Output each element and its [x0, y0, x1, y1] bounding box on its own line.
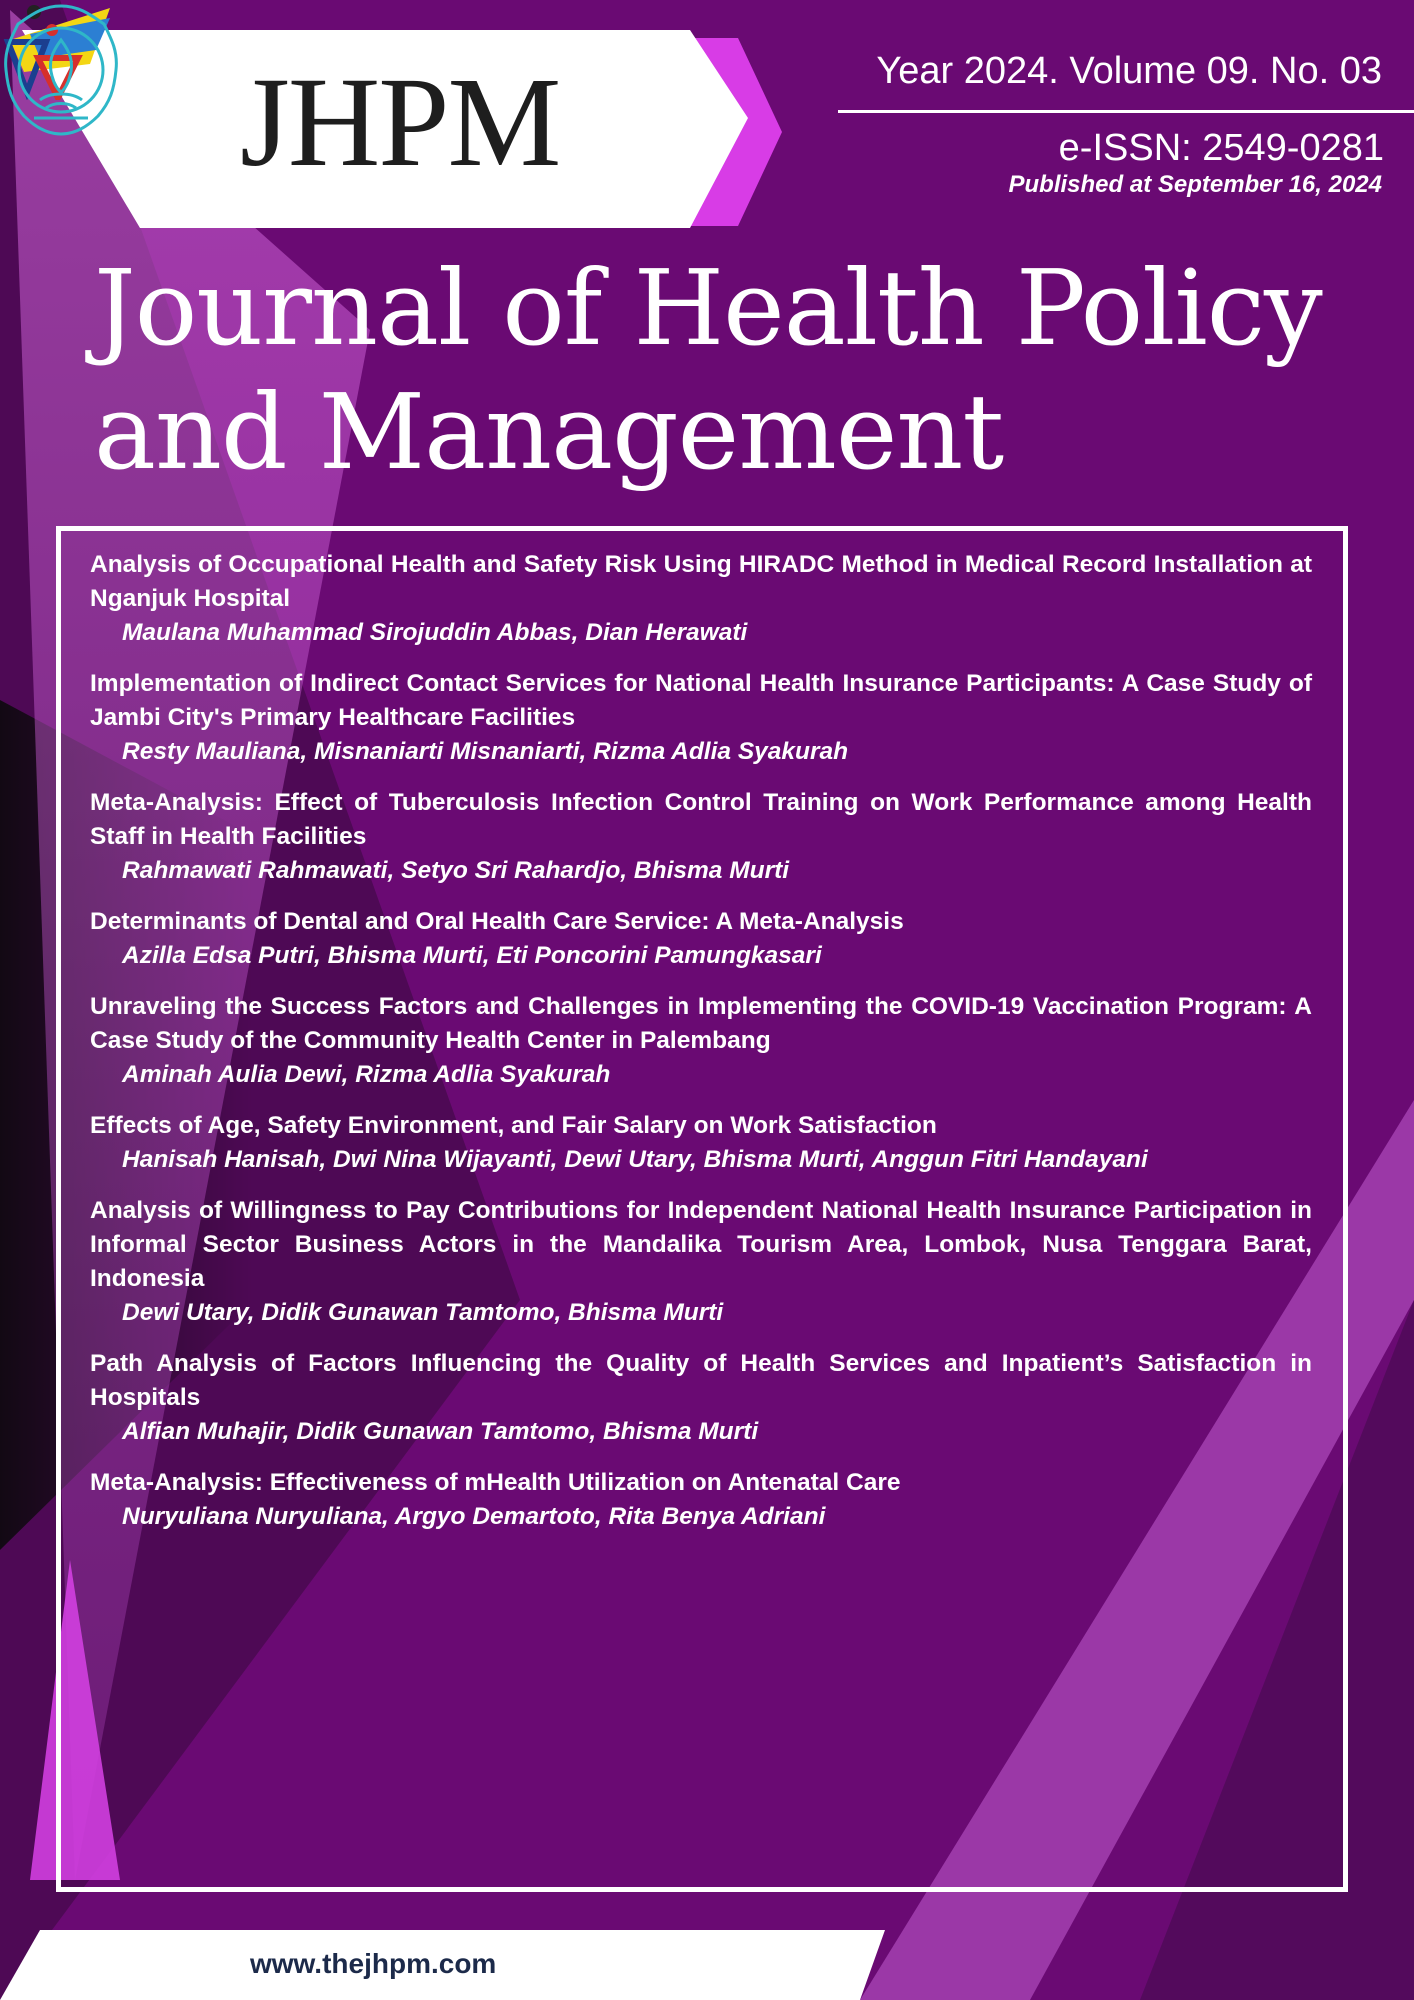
- article-authors: Maulana Muhammad Sirojuddin Abbas, Dian Herawati: [122, 619, 748, 646]
- article-item: [90, 667, 1312, 769]
- article-item: [90, 1109, 1312, 1177]
- article-item: [90, 1194, 1312, 1330]
- article-title: Path Analysis of Factors Influencing the Quality of Health Services and Inpatient’s Satisfaction in Hospitals: [90, 1350, 1312, 1411]
- article-authors: Resty Mauliana, Misnaniarti Misnaniarti, Rizma Adlia Syakurah: [122, 738, 849, 765]
- issn-info: e-ISSN: 2549-0281: [1058, 127, 1384, 169]
- header-divider: [838, 110, 1414, 113]
- university-seal-icon: [0, 0, 122, 140]
- article-authors: Nuryuliana Nuryuliana, Argyo Demartoto, Rita Benya Adriani: [122, 1503, 826, 1530]
- journal-logo-text: JHPM: [240, 51, 560, 193]
- article-authors: Rahmawati Rahmawati, Setyo Sri Rahardjo, Bhisma Murti: [122, 857, 790, 884]
- article-item: [90, 1347, 1312, 1449]
- article-authors: Hanisah Hanisah, Dwi Nina Wijayanti, Dewi Utary, Bhisma Murti, Anggun Fitri Handayani: [122, 1146, 1148, 1173]
- article-title: Implementation of Indirect Contact Services for National Health Insurance Participants: A Case Study of Jambi City's Primary Healthcare Facilities: [90, 670, 1312, 731]
- header-banner: [0, 0, 800, 240]
- article-list: [90, 548, 1312, 1551]
- article-item: [90, 786, 1312, 888]
- article-authors: Azilla Edsa Putri, Bhisma Murti, Eti Poncorini Pamungkasari: [122, 942, 822, 969]
- article-title: Determinants of Dental and Oral Health Care Service: A Meta-Analysis: [90, 908, 904, 935]
- article-title: Analysis of Occupational Health and Safety Risk Using HIRADC Method in Medical Record Installation at Nganjuk Hospital: [90, 551, 1312, 612]
- article-authors: Alfian Muhajir, Didik Gunawan Tamtomo, Bhisma Murti: [122, 1418, 759, 1445]
- article-authors: Dewi Utary, Didik Gunawan Tamtomo, Bhisma Murti: [122, 1299, 724, 1326]
- journal-title: [94, 246, 1394, 494]
- publication-date: Published at September 16, 2024: [1008, 171, 1382, 198]
- journal-title-line-2: and Management: [94, 371, 1004, 493]
- journal-title-line-1: Journal of Health Policy: [94, 247, 1322, 369]
- article-item: [90, 1466, 1312, 1534]
- article-item: [90, 905, 1312, 973]
- footer-strip: [0, 1930, 1414, 2000]
- article-item: [90, 548, 1312, 650]
- article-title: Meta-Analysis: Effect of Tuberculosis Infection Control Training on Work Performance among Health Staff in Health Facilities: [90, 789, 1312, 850]
- article-title: Unraveling the Success Factors and Challenges in Implementing the COVID-19 Vaccination Program: A Case Study of the Community Health Center in Palembang: [90, 993, 1312, 1054]
- article-title: Meta-Analysis: Effectiveness of mHealth Utilization on Antenatal Care: [90, 1469, 901, 1496]
- article-title: Effects of Age, Safety Environment, and Fair Salary on Work Satisfaction: [90, 1112, 937, 1139]
- article-title: Analysis of Willingness to Pay Contributions for Independent National Health Insurance Participation in Informal Sector Business Actors in the Mandalika Tourism Area, Lombok, Nusa Tenggara Barat, Indonesia: [90, 1197, 1312, 1292]
- issue-info: Year 2024. Volume 09. No. 03: [876, 50, 1382, 92]
- article-item: [90, 990, 1312, 1092]
- website-link[interactable]: www.thejhpm.com: [250, 1948, 497, 1979]
- article-authors: Aminah Aulia Dewi, Rizma Adlia Syakurah: [122, 1061, 611, 1088]
